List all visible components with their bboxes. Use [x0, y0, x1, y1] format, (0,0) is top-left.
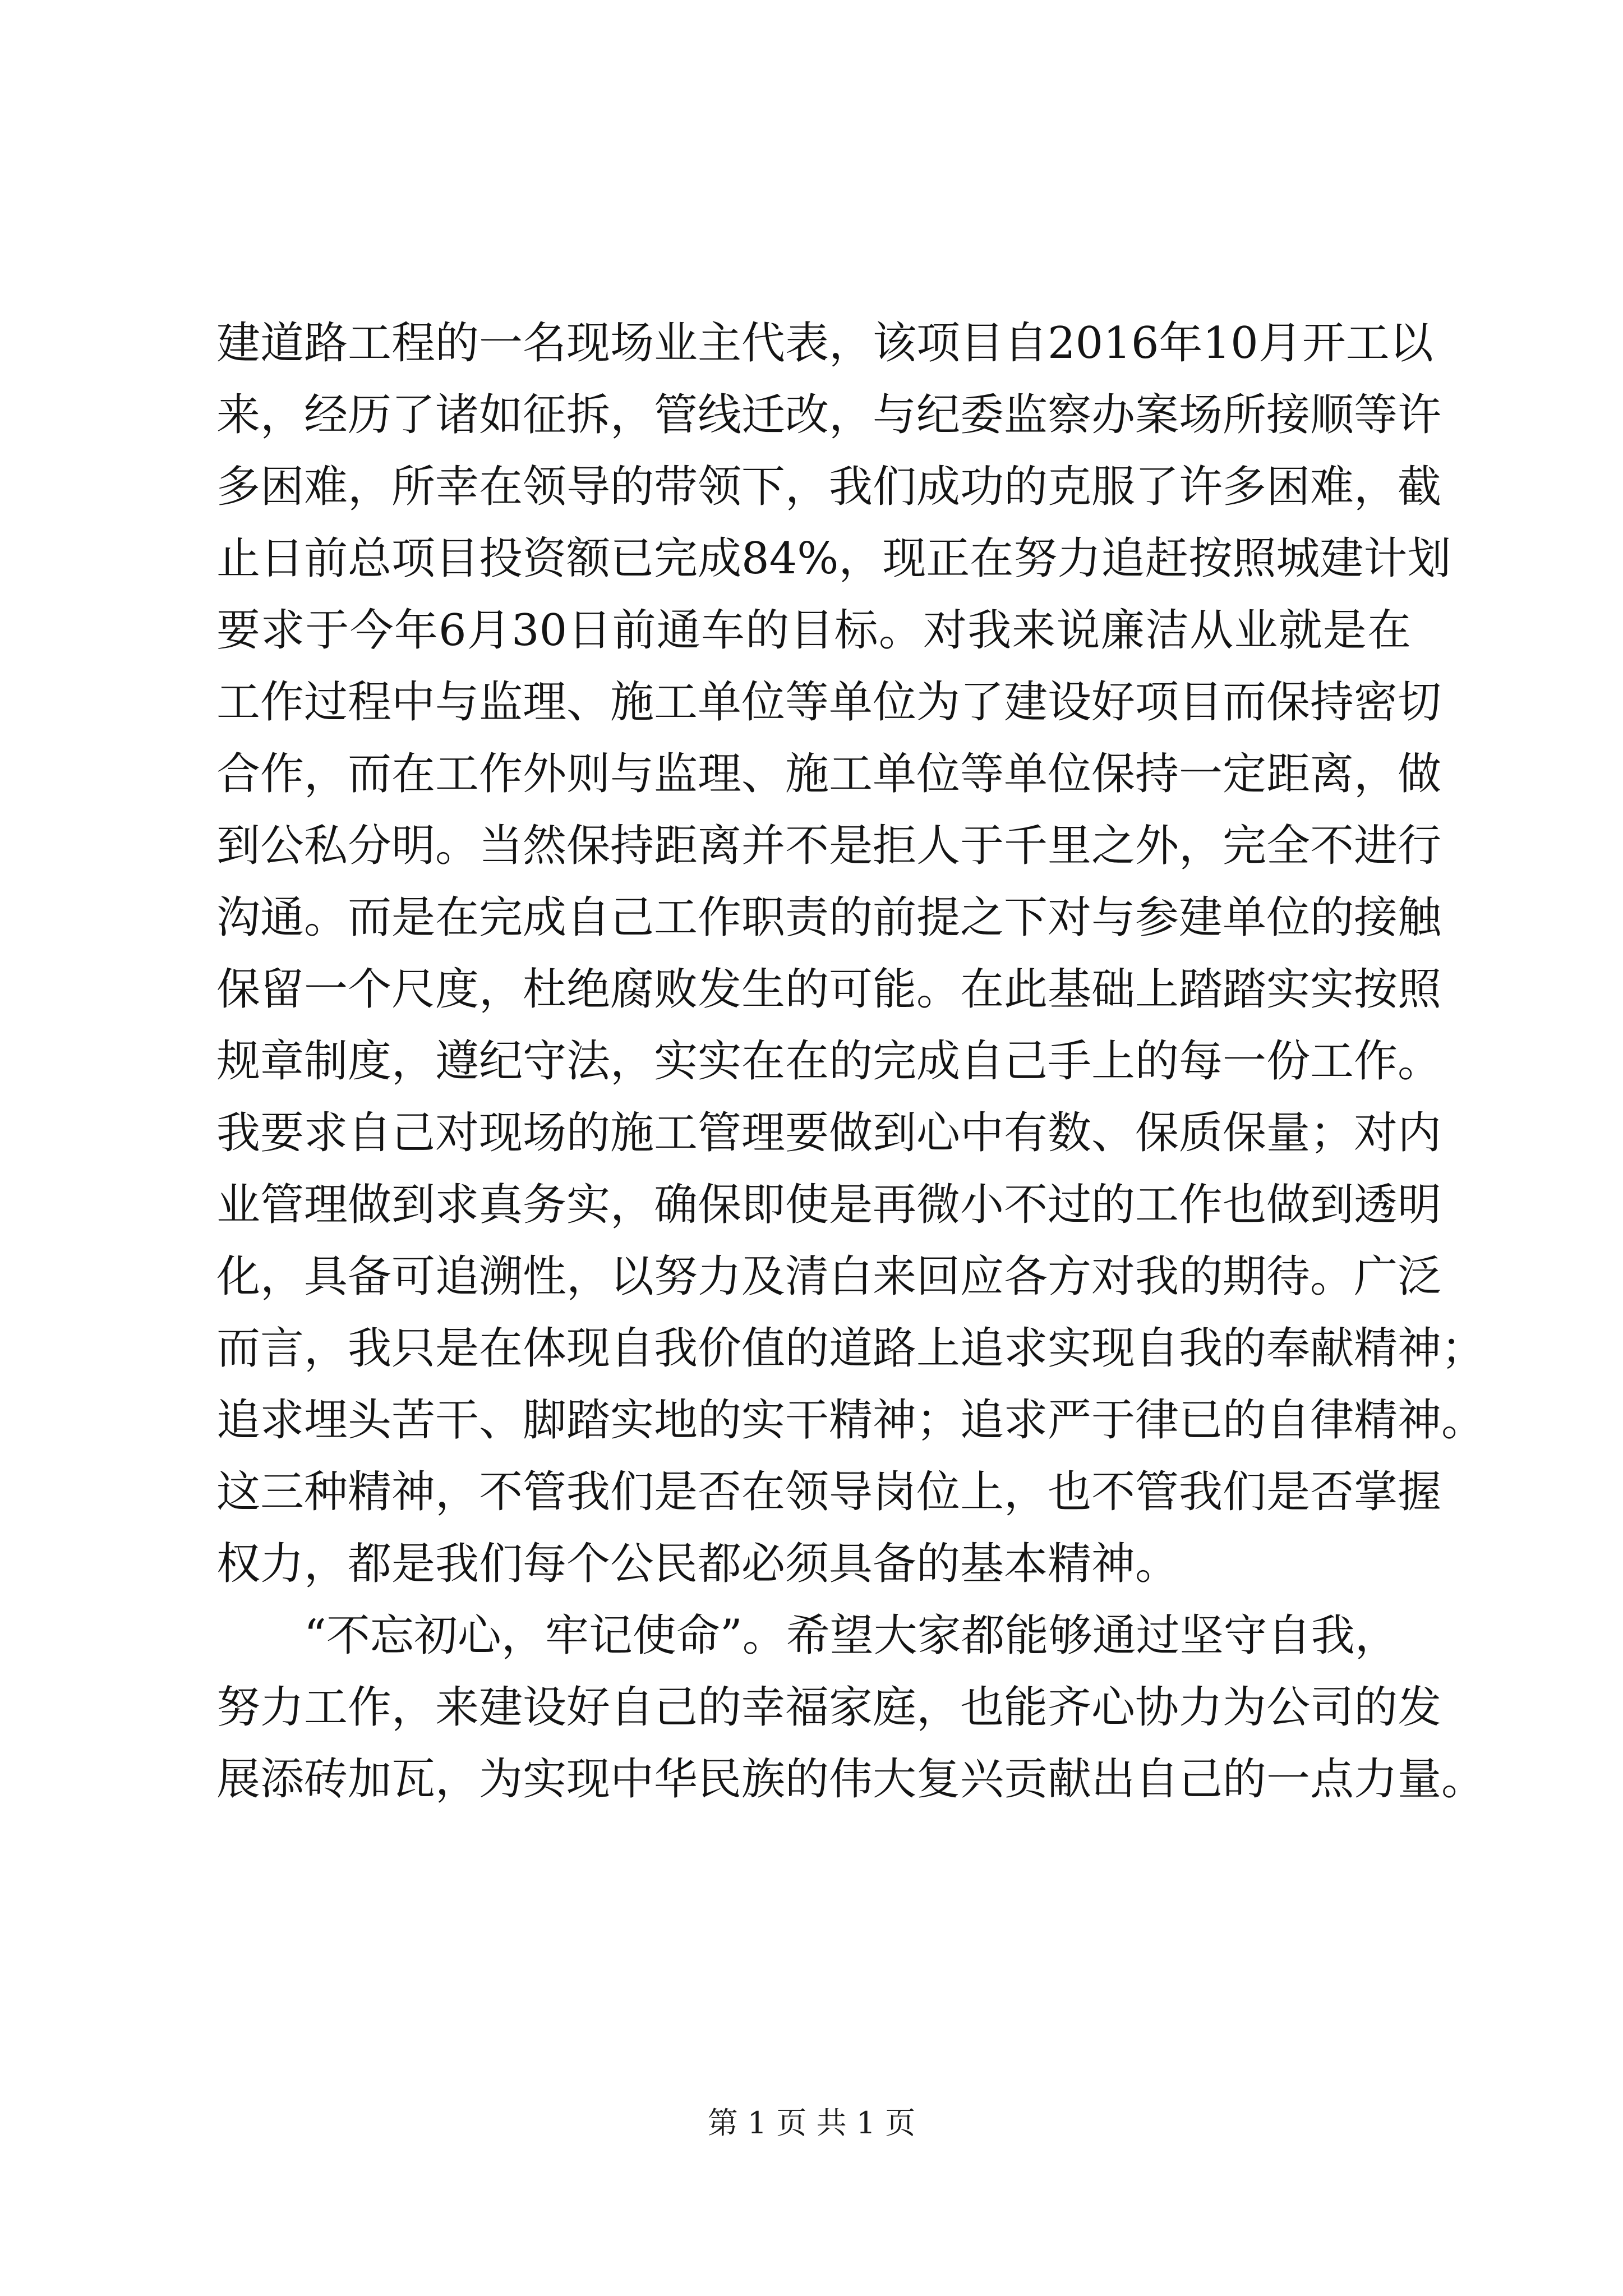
page-footer — [0, 2104, 1623, 2143]
body-line: 这三种精神，不管我们是否在领导岗位上，也不管我们是否掌握 — [216, 1467, 1442, 1517]
body-line: “不忘初心，牢记使命”。希望大家都能够通过坚守自我， — [304, 1611, 1399, 1661]
body-line: 来，经历了诸如征拆，管线迁改，与纪委监察办案场所接顺等许 — [216, 390, 1442, 440]
body-line: 权力，都是我们每个公民都必须具备的基本精神。 — [216, 1539, 1179, 1589]
body-line: 要求于今年6月30日前通车的目标。对我来说廉洁从业就是在 — [216, 605, 1411, 656]
body-line: 我要求自己对现场的施工管理要做到心中有数、保质保量；对内 — [216, 1108, 1442, 1158]
page-number-label: 第 1 页 共 1 页 — [707, 2105, 916, 2141]
body-line: 展添砖加瓦，为实现中华民族的伟大复兴贡献出自己的一点力量。 — [216, 1754, 1486, 1805]
body-line: 规章制度，遵纪守法，实实在在的完成自己手上的每一份工作。 — [216, 1036, 1442, 1087]
body-line: 业管理做到求真务实，确保即使是再微小不过的工作也做到透明 — [216, 1180, 1442, 1230]
body-line: 追求埋头苦干、脚踏实地的实干精神；追求严于律已的自律精神。 — [216, 1395, 1486, 1446]
document-body — [216, 307, 1486, 1815]
body-line: 合作，而在工作外则与监理、施工单位等单位保持一定距离，做 — [216, 749, 1442, 799]
body-line: 止日前总项目投资额已完成84%，现正在努力追赶按照城建计划 — [216, 533, 1451, 584]
body-line: 而言，我只是在体现自我价值的道路上追求实现自我的奉献精神； — [216, 1323, 1486, 1374]
body-line: 多困难，所幸在领导的带领下，我们成功的克服了许多困难，截 — [216, 462, 1442, 512]
body-line: 化，具备可追溯性，以努力及清白来回应各方对我的期待。广泛 — [216, 1251, 1442, 1302]
body-line: 沟通。而是在完成自己工作职责的前提之下对与参建单位的接触 — [216, 892, 1442, 943]
body-line: 工作过程中与监理、施工单位等单位为了建设好项目而保持密切 — [216, 677, 1442, 728]
body-line: 到公私分明。当然保持距离并不是拒人于千里之外，完全不进行 — [216, 821, 1442, 871]
body-line: 努力工作，来建设好自己的幸福家庭，也能齐心协力为公司的发 — [216, 1682, 1442, 1733]
body-line: 建道路工程的一名现场业主代表，该项目自2016年10月开工以 — [216, 318, 1433, 369]
body-line: 保留一个尺度，杜绝腐败发生的可能。在此基础上踏踏实实按照 — [216, 964, 1442, 1015]
